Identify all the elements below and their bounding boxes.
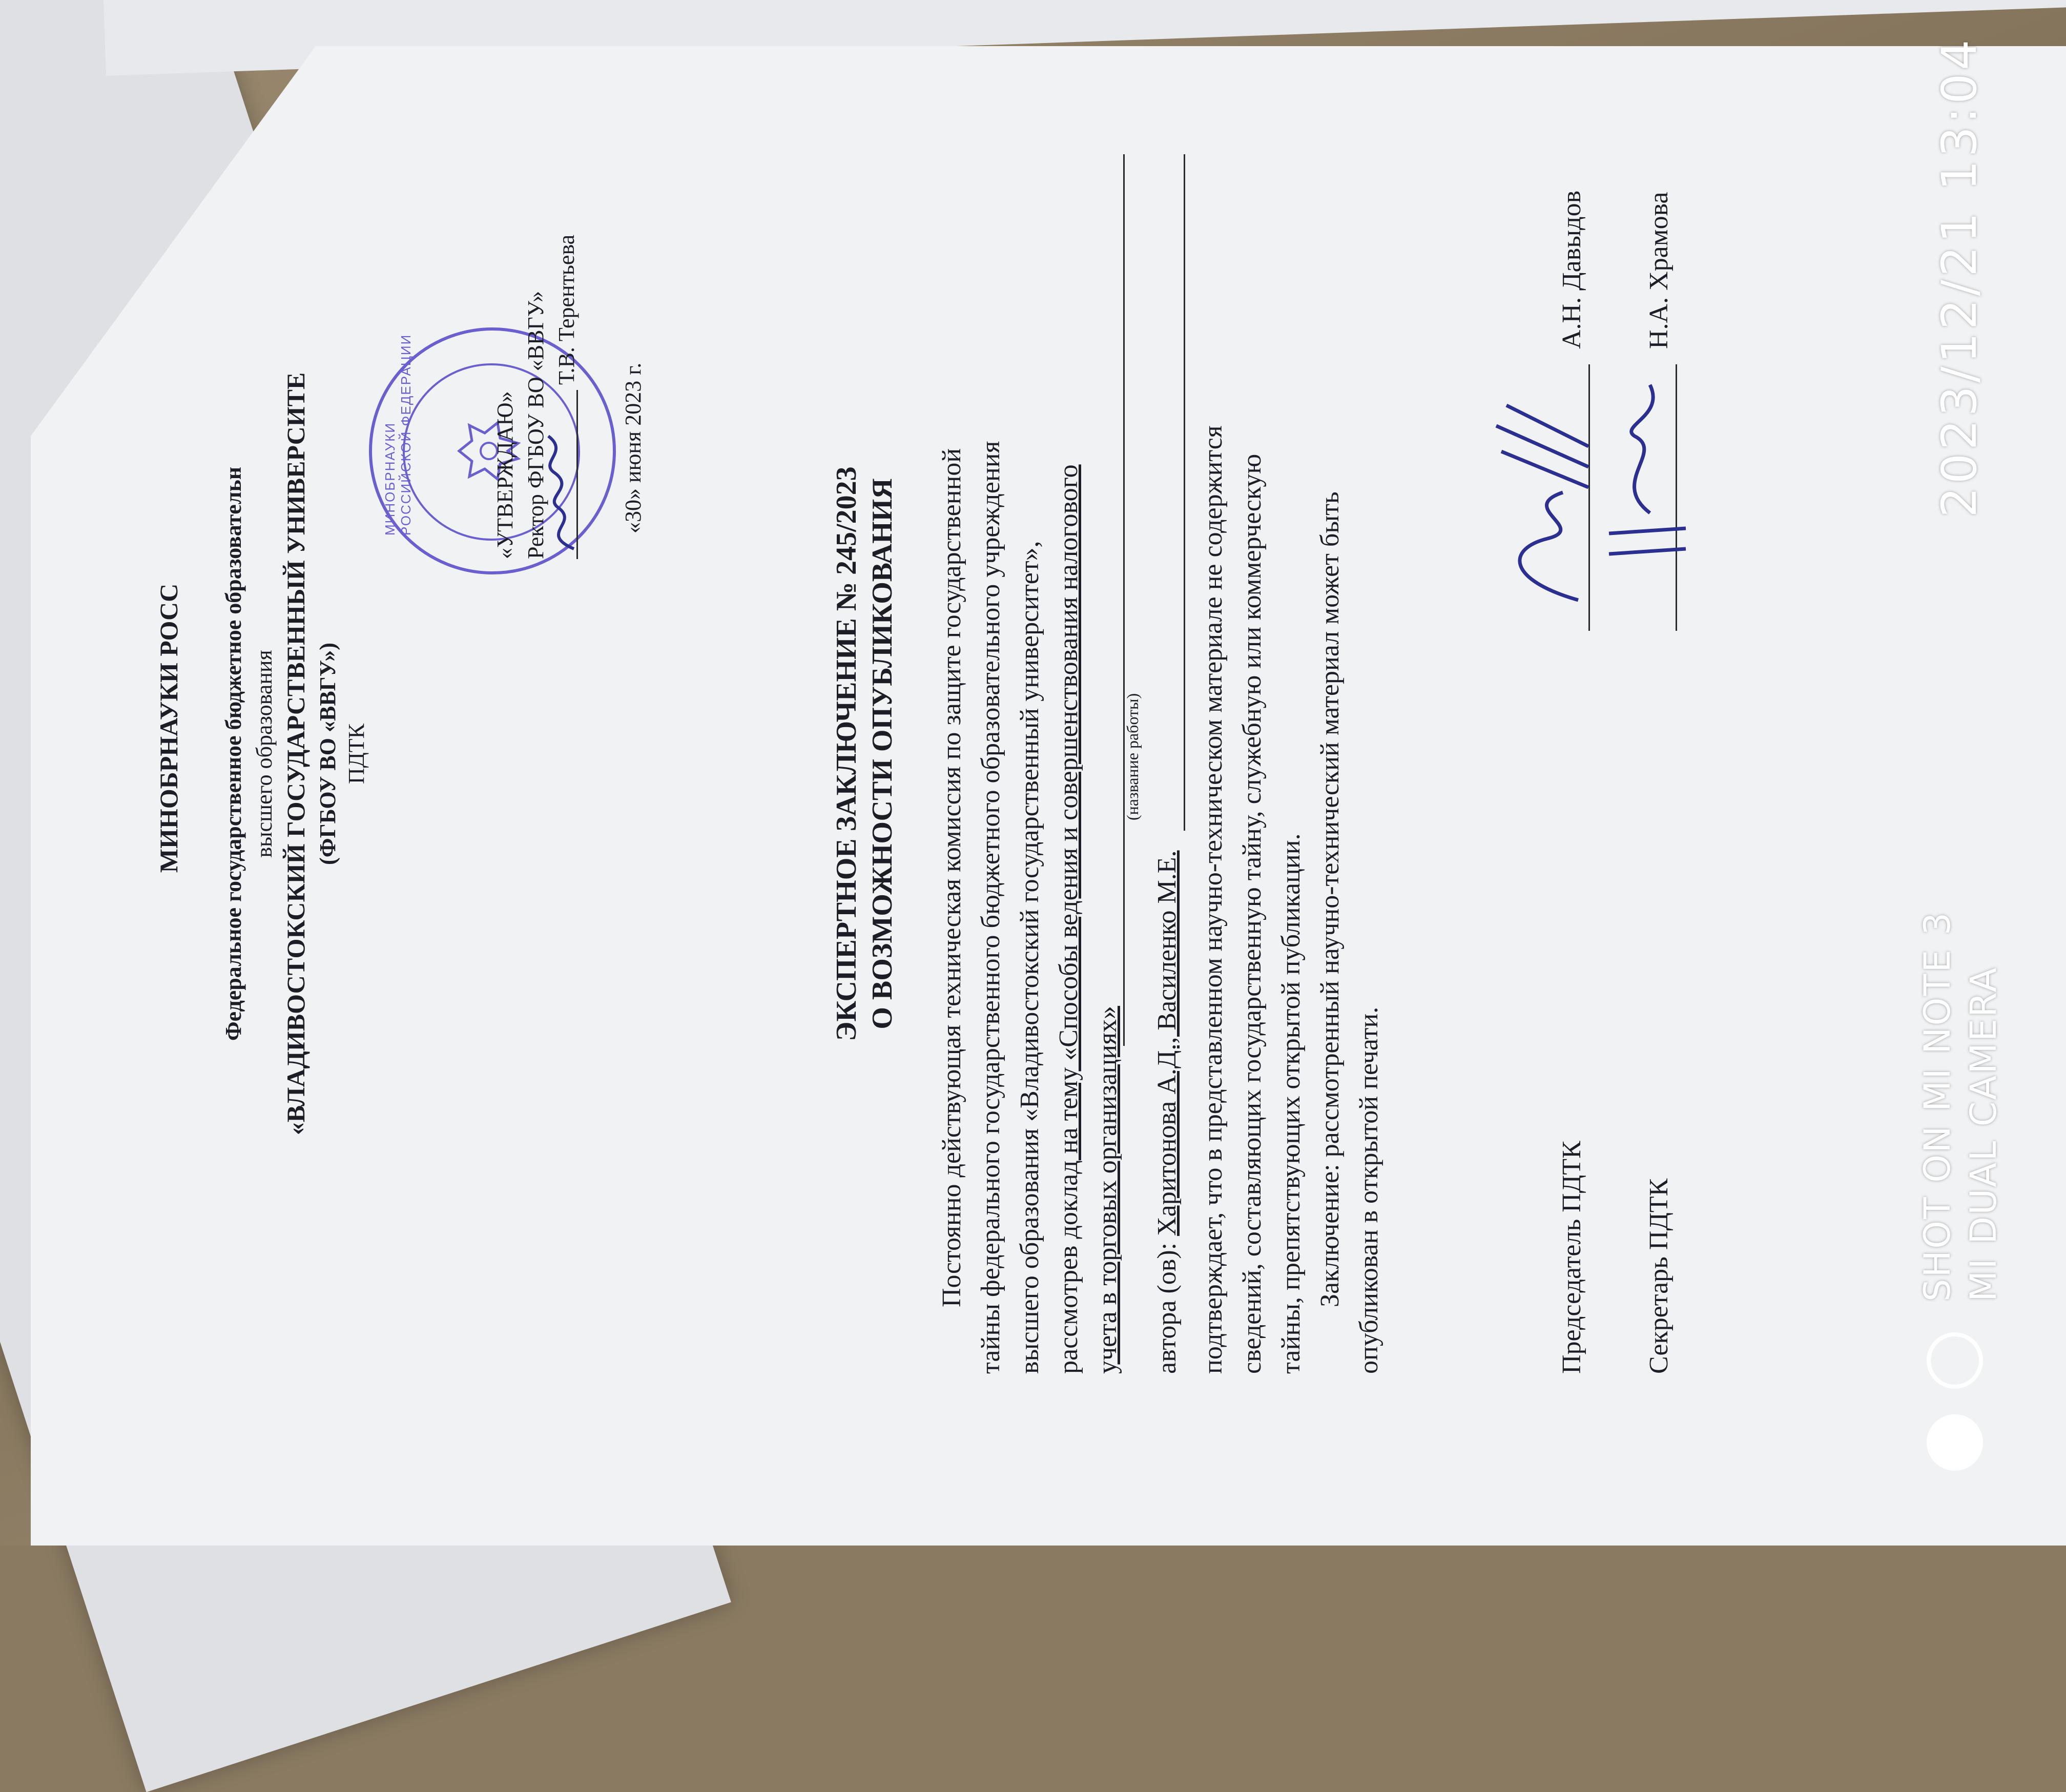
camera-logo-dot-icon (1927, 1414, 1983, 1471)
rector-signature (528, 400, 589, 554)
chair-label: Председатель ПДТК (1557, 1141, 1586, 1374)
chair-name: А.Н. Давыдов (1557, 190, 1586, 349)
department: ПДТК (344, 724, 369, 785)
approval-title: «УТВЕРЖДАЮ» (492, 391, 518, 559)
approval-position: Ректор ФГБОУ ВО «ВВГУ» (523, 291, 548, 559)
ministry-line: МИНОБРНАУКИ РОСС (154, 583, 183, 873)
authors-line: автора (ов): Харитонова А.Д., Василенко М.Е. (1152, 850, 1182, 1374)
report-topic-continued: учета в торговых организациях» (1093, 1005, 1122, 1374)
body-line: подтверждает, что в представленном научно-техническом материале не содержится (1199, 425, 1228, 1374)
camera-timestamp: 2023/12/21 13:04 (1932, 36, 1988, 518)
institution-line-2: высшего образования (252, 650, 277, 858)
approval-date: «30» июня 2023 г. (621, 362, 646, 533)
secretary-label: Секретарь ПДТК (1644, 1178, 1674, 1374)
title-caption: (название работы) (1123, 693, 1142, 820)
body-line: опубликован в открытой печати. (1354, 1006, 1383, 1374)
university-abbreviation: (ФГБОУ ВО «ВВГУ») (315, 643, 340, 865)
body-line: Постоянно действующая техническая комиссия по защите государственной (937, 448, 966, 1307)
secretary-name: Н.А. Храмова (1644, 192, 1674, 349)
body-line: рассмотрев доклад на тему «Способы ведения и совершенствования налогового (1054, 464, 1083, 1374)
secretary-signature (1588, 354, 1691, 569)
document-content (0, 23, 2035, 1522)
emblem-icon (449, 410, 531, 492)
document-title: ЭКСПЕРТНОЕ ЗАКЛЮЧЕНИЕ № 245/2023 (831, 466, 862, 1041)
authors-rule (1184, 154, 1185, 831)
institution-line-1: Федеральное государственное бюджетное образовательн (221, 466, 246, 1041)
rector-name: Т.В. Терентьева (554, 234, 579, 385)
body-line: сведений, составляющих государственную тайну, служебную или коммерческую (1237, 454, 1267, 1374)
university-name: «ВЛАДИВОСТОКСКИЙ ГОСУДАРСТВЕННЫЙ УНИВЕРСИТЕ (281, 372, 310, 1136)
body-line: тайны федерального государственного бюджетного образовательного учреждения (976, 441, 1005, 1374)
report-topic: на тему «Способы ведения и совершенствования налогового (1054, 464, 1083, 1161)
body-line: тайны, препятствующих открытой публикации. (1276, 833, 1306, 1374)
topic-rule (1123, 154, 1125, 1046)
camera-model-line-1: SHOT ON MI NOTE 3 (1916, 911, 1958, 1302)
camera-model-line-2: MI DUAL CAMERA (1962, 966, 2005, 1302)
body-line: Заключение: рассмотренный научно-технический материал может быть (1315, 491, 1345, 1307)
document-subtitle: О ВОЗМОЖНОСТИ ОПУБЛИКОВАНИЯ (866, 478, 898, 1029)
official-stamp: МИНОБРНАУКИ РОССИЙСКОЙ ФЕДЕРАЦИИ (369, 327, 616, 574)
body-line: высшего образования «Владивостокский государственный университет», (1015, 541, 1044, 1374)
authors: Харитонова А.Д., Василенко М.Е. (1152, 850, 1182, 1236)
camera-logo-ring-icon (1927, 1332, 1983, 1389)
